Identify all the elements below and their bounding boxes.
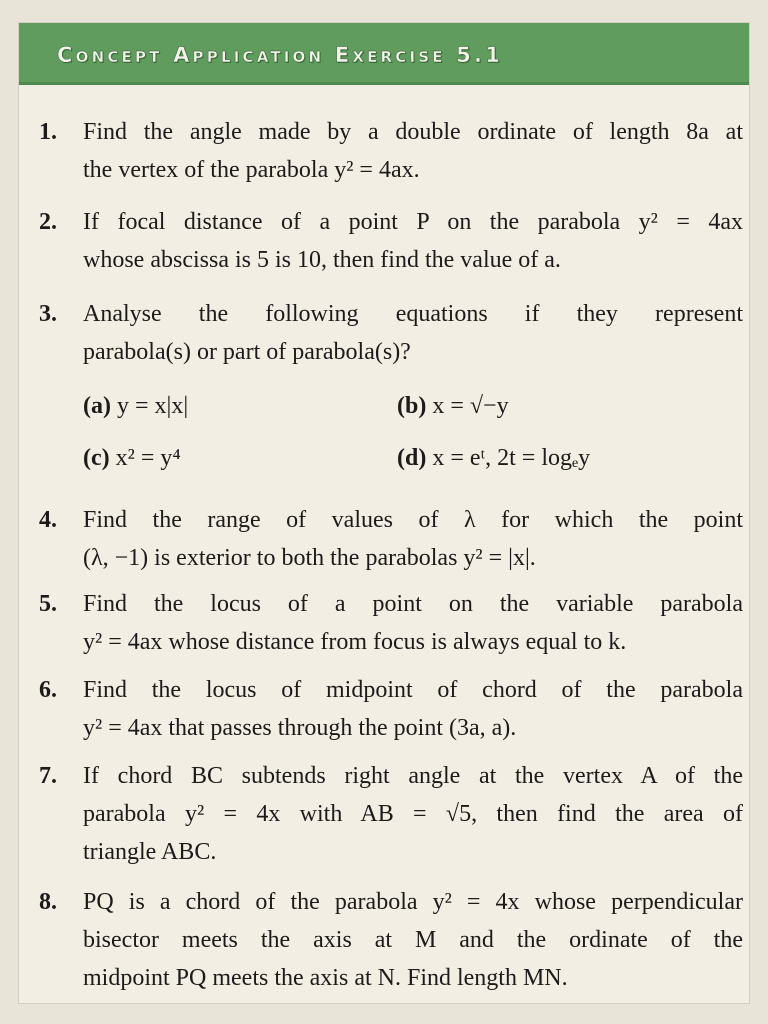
question-number: 3.	[39, 301, 57, 327]
question-number: 1.	[39, 119, 57, 145]
exercise-title: Concept Application Exercise 5.1	[57, 43, 504, 67]
question-line: triangle ABC.	[83, 839, 217, 865]
question-line: parabola(s) or part of parabola(s)?	[83, 339, 411, 365]
textbook-page	[18, 22, 750, 1004]
option-label: (b)	[397, 393, 427, 419]
question-line: whose abscissa is 5 is 10, then find the value of a.	[83, 247, 561, 273]
option-label: (c)	[83, 445, 110, 471]
question-number: 4.	[39, 507, 57, 533]
question-line: the vertex of the parabola y² = 4ax.	[83, 157, 420, 183]
question-line: Find the locus of midpoint of chord of the parabola	[83, 677, 743, 703]
option-d	[397, 445, 590, 472]
question-line: If chord BC subtends right angle at the vertex A of the	[83, 763, 743, 789]
question-line: Find the angle made by a double ordinate of length 8a at	[83, 119, 743, 145]
question-number: 2.	[39, 209, 57, 235]
question-number: 8.	[39, 889, 57, 915]
question-line: Find the locus of a point on the variable parabola	[83, 591, 743, 617]
question-line: bisector meets the axis at M and the ordinate of the	[83, 927, 743, 953]
question-line: If focal distance of a point P on the parabola y² = 4ax	[83, 209, 743, 235]
option-text: y = x|x|	[116, 393, 189, 419]
option-label: (d)	[397, 445, 427, 471]
question-line: y² = 4ax whose distance from focus is always equal to k.	[83, 629, 627, 655]
option-label: (a)	[83, 393, 111, 419]
question-line: PQ is a chord of the parabola y² = 4x whose perpendicular	[83, 889, 743, 915]
question-number: 7.	[39, 763, 57, 789]
question-line: Find the range of values of λ for which the point	[83, 507, 743, 533]
option-text: x = √−y	[432, 393, 509, 419]
question-line: midpoint PQ meets the axis at N. Find length MN.	[83, 965, 568, 991]
question-line: (λ, −1) is exterior to both the parabolas y² = |x|.	[83, 545, 536, 571]
exercise-banner	[19, 23, 749, 85]
option-text: x² = y⁴	[115, 445, 181, 471]
option-a	[83, 393, 188, 420]
question-number: 5.	[39, 591, 57, 617]
option-b	[397, 393, 509, 420]
question-line: y² = 4ax that passes through the point (3a, a).	[83, 715, 517, 741]
question-line: parabola y² = 4x with AB = √5, then find the area of	[83, 801, 743, 827]
question-line: Analyse the following equations if they represent	[83, 301, 743, 327]
option-text: x = eᵗ, 2t = logₑy	[432, 445, 591, 471]
option-c	[83, 445, 181, 472]
question-number: 6.	[39, 677, 57, 703]
